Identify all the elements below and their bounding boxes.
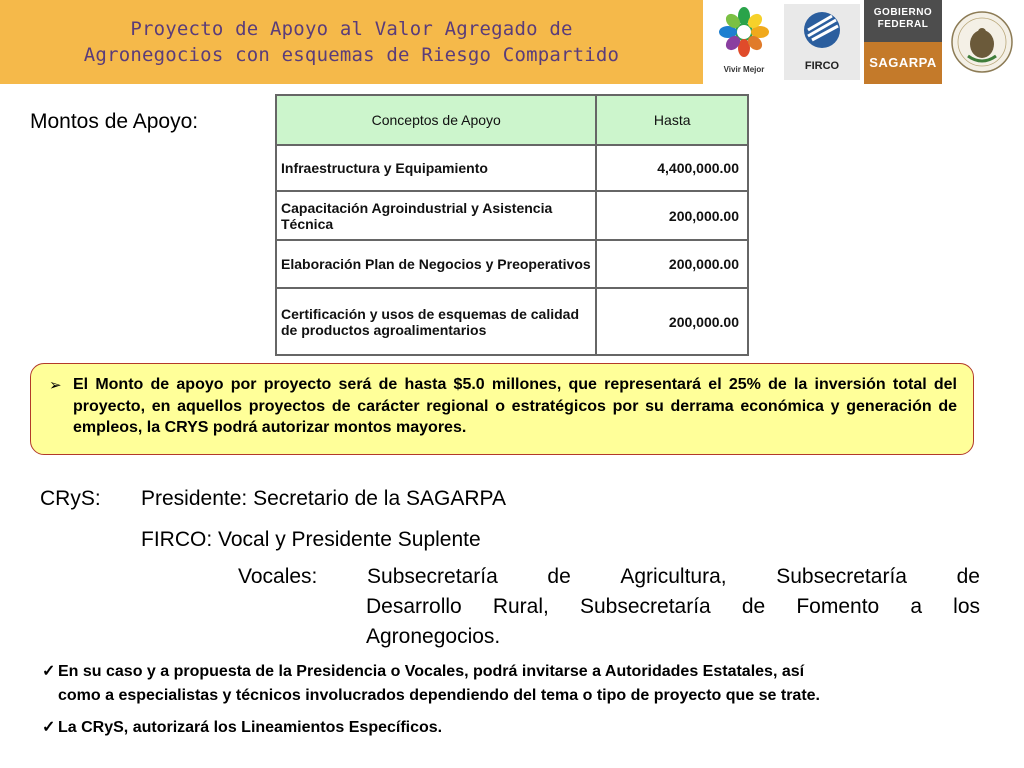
header-title-line-2: Agronegocios con esquemas de Riesgo Compartido xyxy=(83,44,620,66)
checkmark-icon: ✓ xyxy=(42,663,56,680)
crys-firco: FIRCO: Vocal y Presidente Suplente xyxy=(141,528,481,551)
concept-cell: Infraestructura y Equipamiento xyxy=(276,145,596,191)
firco-emblem-icon xyxy=(784,4,860,54)
vocales-label: Vocales: xyxy=(238,565,318,588)
concept-cell: Certificación y usos de esquemas de calidad de productos agroalimentarios xyxy=(276,288,596,355)
firco-logo xyxy=(784,4,860,80)
check-item-text: La CRyS, autorizará los Lineamientos Específicos. xyxy=(58,719,443,736)
vocales-first-line xyxy=(238,562,980,592)
vocales-word: de xyxy=(956,565,980,588)
check-item-invitation xyxy=(42,660,1017,708)
crys-presidente: Presidente: Secretario de la SAGARPA xyxy=(141,487,506,510)
check-item-text-line-1: En su caso y a propuesta de la Presidencia o Vocales, podrá invitarse a Autoridades Estatales, así xyxy=(58,663,805,680)
arrow-bullet-icon: ➢ xyxy=(49,377,62,394)
table-row xyxy=(276,240,748,288)
gobierno-federal-badge xyxy=(864,0,942,42)
crys-vocales xyxy=(238,562,980,652)
firco-caption: FIRCO xyxy=(804,60,840,72)
check-item-text-line-2: como a especialistas y técnicos involucrados dependiendo del tema o tipo de proyecto que se trate. xyxy=(58,687,820,704)
callout-text: El Monto de apoyo por proyecto será de hasta $5.0 millones, que representará el 25% de la inversión total del proyecto, en aquellos proyectos de carácter regional o estratégicos por su derrama económica y generación de empleos, la CRYS podrá autorizar montos mayores. xyxy=(73,376,957,436)
header-banner xyxy=(0,0,703,84)
checkmark-icon: ✓ xyxy=(42,719,56,736)
table-row xyxy=(276,145,748,191)
column-header-concepts: Conceptos de Apoyo xyxy=(276,95,596,145)
amount-cell: 200,000.00 xyxy=(596,240,748,288)
amount-cell: 200,000.00 xyxy=(596,288,748,355)
amount-cell: 200,000.00 xyxy=(596,191,748,239)
table-row xyxy=(276,191,748,239)
gobierno-federal-logo xyxy=(864,0,942,84)
mexico-eagle-seal-icon xyxy=(946,0,1018,84)
concept-cell: Capacitación Agroindustrial y Asistencia Técnica xyxy=(276,191,596,239)
amount-cell: 4,400,000.00 xyxy=(596,145,748,191)
table-row xyxy=(276,288,748,355)
vocales-word: Subsecretaría xyxy=(367,565,498,588)
column-header-hasta: Hasta xyxy=(596,95,748,145)
vivir-mejor-logo xyxy=(708,0,780,84)
federal-label: FEDERAL xyxy=(877,19,929,30)
crys-label: CRyS: xyxy=(40,487,101,510)
monto-callout-box xyxy=(30,363,974,455)
vocales-word: Subsecretaría xyxy=(776,565,907,588)
gobierno-label: GOBIERNO xyxy=(873,7,933,18)
vocales-third-line: Agronegocios. xyxy=(366,625,501,648)
vocales-word: de xyxy=(547,565,571,588)
vocales-word: Agricultura, xyxy=(620,565,727,588)
support-amounts-table xyxy=(275,94,749,356)
table-header-row xyxy=(276,95,748,145)
header-title-line-1: Proyecto de Apoyo al Valor Agregado de xyxy=(130,18,573,40)
sagarpa-badge: SAGARPA xyxy=(864,42,942,84)
vivir-mejor-caption: Vivir Mejor xyxy=(723,65,765,74)
check-item-lineamientos xyxy=(42,716,442,740)
montos-de-apoyo-label: Montos de Apoyo: xyxy=(30,110,199,133)
vocales-second-line: Desarrollo Rural, Subsecretaría de Fomento a los xyxy=(366,595,980,618)
coat-of-arms-logo xyxy=(946,0,1018,84)
concept-cell: Elaboración Plan de Negocios y Preoperativos xyxy=(276,240,596,288)
